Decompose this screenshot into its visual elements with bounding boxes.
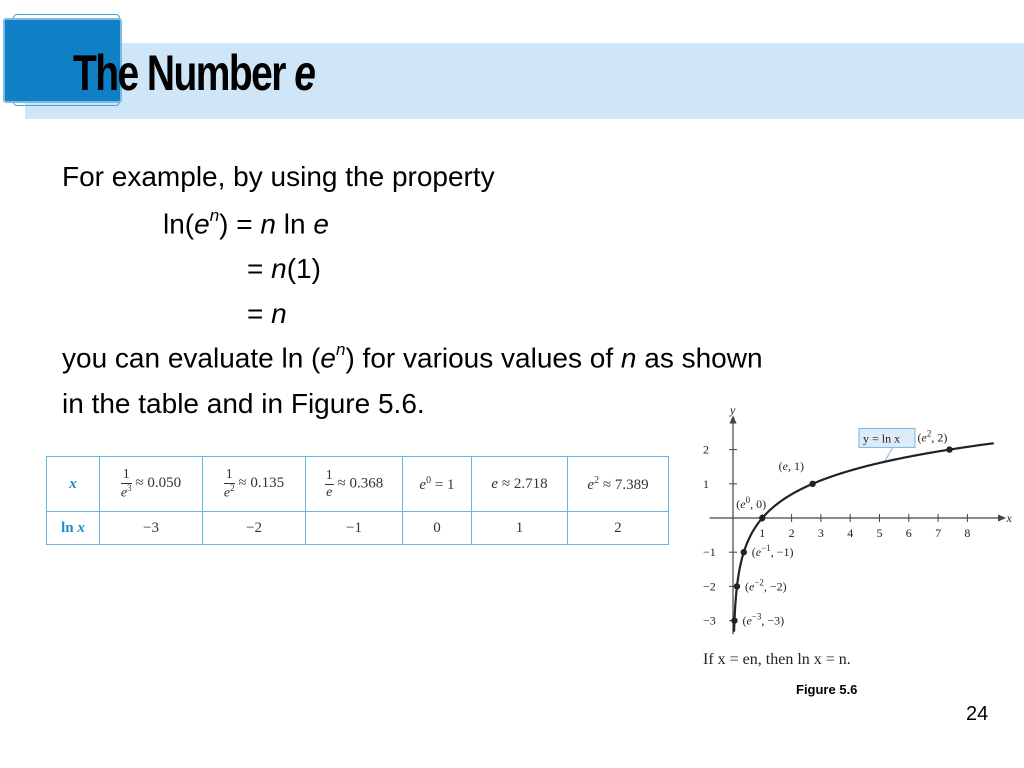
y-tick-label: −2 [703, 579, 716, 594]
table-cell: 2 [568, 512, 669, 545]
table-cell: −3 [100, 512, 203, 545]
table-cell: $\frac{1}{e^3}$ ≈ 0.050 [100, 457, 203, 512]
x-tick-label: 5 [876, 526, 883, 540]
eq2-n: n [271, 253, 287, 284]
x-axis-label: x [1006, 511, 1012, 525]
table-cell: $e^2 \approx 7.389$ [568, 457, 669, 512]
eq1-n-exp: n [209, 206, 220, 225]
equation-line-1 [163, 206, 329, 240]
table-row-ln [47, 512, 669, 545]
curve-label: y = ln x [862, 431, 901, 446]
ln-graph [694, 400, 1012, 645]
x-tick-label: 4 [847, 526, 854, 540]
x-tick-label: 7 [935, 526, 942, 540]
title-variable: e [294, 45, 315, 101]
paragraph-line-1 [62, 340, 763, 374]
intro-line [62, 163, 495, 191]
x-tick-label: 1 [759, 526, 766, 540]
values-table [46, 456, 669, 545]
para-e: e [320, 342, 336, 374]
ln-curve [734, 443, 994, 631]
para-text-a: you can evaluate ln ( [62, 342, 321, 374]
table-cell: $e^0 = 1$ [403, 457, 472, 512]
para-text-b: ) for various values of [345, 342, 621, 374]
eq1-equals: ) = [219, 208, 261, 240]
curve-label-pointer [885, 447, 893, 459]
y-tick-label: 1 [703, 476, 709, 491]
table-cell: 0 [403, 512, 472, 545]
paragraph-line-2 [62, 390, 425, 418]
para-text-c: as shown [636, 342, 763, 374]
figure-label: Figure 5.6 [796, 682, 858, 697]
data-point [759, 515, 765, 521]
x-tick-label: 2 [788, 526, 795, 540]
eq1-ln: ln( [163, 208, 195, 240]
x-tick-label: 6 [905, 526, 912, 540]
data-point-label: ($e^{-1}$, −1) [751, 543, 794, 560]
x-tick-label: 8 [964, 526, 971, 540]
table-header-ln: ln x [47, 512, 100, 545]
table-cell: 1 [472, 512, 568, 545]
eq3-n: n [271, 298, 287, 329]
para-line2-text: in the table and in Figure 5.6. [62, 388, 425, 419]
eq2-rest: (1) [286, 253, 321, 284]
equation-line-3 [247, 300, 287, 328]
data-point [731, 617, 737, 623]
y-tick-label: −1 [703, 545, 716, 560]
title-text: The Number [73, 45, 285, 101]
data-point-label: ($e^2$, 2) [917, 428, 948, 445]
eq3-equals: = [247, 298, 272, 329]
figure-caption: If x = en, then ln x = n. [703, 651, 851, 668]
table-cell: $\frac{1}{e}$ ≈ 0.368 [306, 457, 403, 512]
table-cell: −2 [203, 512, 306, 545]
x-tick-label: 3 [817, 526, 824, 540]
y-tick-label: −3 [703, 613, 716, 628]
eq2-equals: = [247, 253, 272, 284]
y-axis-label: y [730, 403, 736, 417]
y-tick-label: 2 [703, 442, 709, 457]
para-n-exp: n [335, 340, 346, 359]
eq1-rhs-ln: ln [275, 208, 314, 240]
data-point [734, 583, 740, 589]
data-point [809, 481, 815, 487]
table-cell: −1 [306, 512, 403, 545]
data-point-label: ($e^{-3}$, −3) [742, 611, 785, 628]
table-cell: $\frac{1}{e^2}$ ≈ 0.135 [203, 457, 306, 512]
data-point [946, 446, 952, 452]
eq1-rhs-n: n [260, 208, 276, 240]
data-point-label: ($e^{-2}$, −2) [744, 577, 787, 594]
intro-text: For example, by using the property [62, 161, 495, 192]
data-point-label: (e, 1) [778, 458, 804, 473]
table-header-x: x [47, 457, 100, 512]
data-point [741, 549, 747, 555]
slide-title [73, 44, 314, 102]
eq1-e: e [194, 208, 210, 240]
eq1-rhs-e: e [313, 208, 329, 240]
page-number: 24 [966, 703, 989, 725]
data-point-label: ($e^0$, 0) [736, 495, 767, 511]
table-row-x [47, 457, 669, 512]
para-n: n [620, 342, 637, 374]
table-cell: e ≈ 2.718 [472, 457, 568, 512]
equation-line-2 [247, 255, 321, 283]
